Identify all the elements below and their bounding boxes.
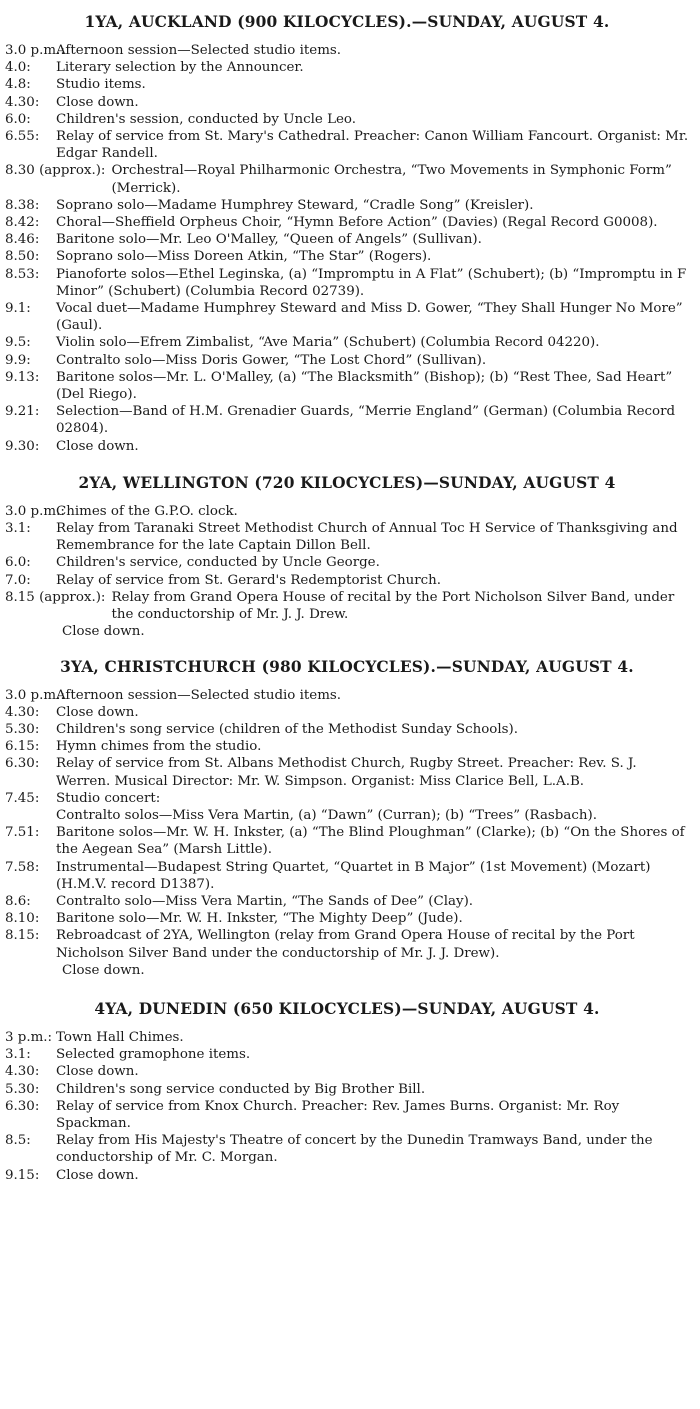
entry-time: 9.21: <box>5 404 40 420</box>
entry-text: Relay of service from St. Gerard's Redemptorist Church. <box>56 572 442 588</box>
programme-list <box>4 1029 690 1184</box>
station-2ya-section <box>4 473 690 641</box>
programme-entry <box>4 589 690 623</box>
entry-time: 6.0: <box>5 111 31 127</box>
programme-entry <box>4 197 690 214</box>
entry-text: Instrumental—Budapest String Quartet, “Quartet in B Major” (1st Movement) (Mozart) (H.M.V. record D1387). <box>56 859 651 892</box>
close-down-line: Close down. <box>62 962 145 978</box>
entry-time: 4.30: <box>5 704 40 720</box>
station-4ya-section <box>4 999 690 1184</box>
entry-time: 3.0 p.m.: <box>5 43 65 58</box>
programme-entry <box>4 334 690 351</box>
programme-entry <box>4 1132 690 1166</box>
programme-entry <box>4 738 690 755</box>
entry-text: Relay of service from St. Mary's Cathedral. Preacher: Canon William Fancourt. Organist: Mr. Edgar Randell. <box>56 129 689 162</box>
programme-entry <box>4 927 690 961</box>
section-title: 3YA, CHRISTCHURCH (980 KILOCYCLES).—SUNDAY, AUGUST 4. <box>60 657 634 676</box>
entry-time: 8.10: <box>5 911 40 927</box>
entry-time: 6.30: <box>5 1098 40 1114</box>
programme-entry <box>4 704 690 721</box>
entry-text: Contralto solo—Miss Vera Martin, “The Sands of Dee” (Clay). <box>56 893 474 909</box>
entry-text: Afternoon session—Selected studio items. <box>56 43 342 58</box>
entry-text: Relay of service from Knox Church. Preacher: Rev. James Burns. Organist: Mr. Roy Spackman. <box>56 1098 620 1131</box>
entry-time: 8.38: <box>5 197 40 213</box>
programme-entry <box>4 369 690 403</box>
entry-time: 4.30: <box>5 1064 40 1080</box>
programme-entry <box>4 76 690 93</box>
entry-text: Soprano solo—Miss Doreen Atkin, “The Star” (Rogers). <box>56 249 432 265</box>
section-title: 2YA, WELLINGTON (720 KILOCYCLES)—SUNDAY, AUGUST 4 <box>78 473 616 492</box>
entry-text: Close down. <box>56 94 139 110</box>
programme-entry <box>4 755 690 789</box>
entry-text: Orchestral—Royal Philharmonic Orchestra, “Two Movements in Symphonic Form” (Merrick). <box>111 163 672 196</box>
entry-text: Children's session, conducted by Uncle Leo. <box>56 111 356 127</box>
entry-text: Relay from Taranaki Street Methodist Church of Annual Toc H Service of Thanksgiving and Remembrance for the late Captain Dillon Bell. <box>56 521 678 554</box>
programme-entry <box>4 1063 690 1080</box>
close-down-line: Close down. <box>62 624 145 640</box>
programme-entry <box>4 403 690 437</box>
entry-text: Relay of service from St. Albans Methodist Church, Rugby Street. Preacher: Rev. S. J. Werren. Musical Director: Mr. W. Simpson. Organist: Miss Clarice Bell, L.A.B. <box>56 756 637 789</box>
entry-text: Violin solo—Efrem Zimbalist, “Ave Maria” (Schubert) (Columbia Record 04220). <box>56 335 600 351</box>
entry-time: 8.53: <box>5 266 40 282</box>
entry-text: Contralto solos—Miss Vera Martin, (a) “Dawn” (Curran); (b) “Trees” (Rasbach). <box>56 807 597 823</box>
entry-time: 7.58: <box>5 859 40 875</box>
entry-time: 5.30: <box>5 1081 40 1097</box>
entry-text: Vocal duet—Madame Humphrey Steward and Miss D. Gower, “They Shall Hunger No More” (Gaul). <box>56 301 683 334</box>
entry-time <box>4 807 56 824</box>
entry-text: Pianoforte solos—Ethel Leginska, (a) “Impromptu in A Flat” (Schubert); (b) “Impromptu in F Minor” (Schubert) (Columbia Record 02739). <box>56 266 687 299</box>
entry-time: 9.1: <box>5 301 31 317</box>
entry-text: Studio items. <box>56 77 146 93</box>
entry-time: 3 p.m.: <box>5 1029 53 1045</box>
entry-text: Hymn chimes from the studio. <box>56 739 262 755</box>
entry-text: Chimes of the G.P.O. clock. <box>56 503 238 519</box>
entry-text: Close down. <box>56 704 139 720</box>
entry-time: 6.30: <box>5 756 40 772</box>
programme-entry <box>4 300 690 334</box>
section-title: 1YA, AUCKLAND (900 KILOCYCLES).—SUNDAY, AUGUST 4. <box>84 13 610 31</box>
programme-entry <box>4 687 690 704</box>
entry-time: 7.51: <box>5 825 40 841</box>
entry-text: Children's song service conducted by Big Brother Bill. <box>56 1081 426 1097</box>
programme-entry <box>4 438 690 455</box>
entry-text: Close down. <box>56 1064 139 1080</box>
entry-text: Children's service, conducted by Uncle George. <box>56 555 380 571</box>
entry-time: 8.6: <box>5 893 31 909</box>
entry-time: 8.15 (approx.): <box>5 589 106 605</box>
entry-time: 6.55: <box>5 129 40 145</box>
entry-text: Baritone solo—Mr. W. H. Inkster, “The Mighty Deep” (Jude). <box>56 911 463 927</box>
entry-text: Contralto solo—Miss Doris Gower, “The Lost Chord” (Sullivan). <box>56 352 487 368</box>
entry-text: Close down. <box>56 438 139 454</box>
entry-text: Studio concert: <box>56 790 161 806</box>
entry-time: 9.15: <box>5 1167 40 1183</box>
entry-text: Soprano solo—Madame Humphrey Steward, “Cradle Song” (Kreisler). <box>56 197 534 213</box>
entry-text: Baritone solos—Mr. W. H. Inkster, (a) “The Blind Ploughman” (Clarke); (b) “On the Shores of the Aegean Sea” (Marsh Little). <box>56 825 685 858</box>
programme-entry <box>4 790 690 807</box>
entry-text: Choral—Sheffield Orpheus Choir, “Hymn Before Action” (Davies) (Regal Record G0008). <box>56 215 658 231</box>
station-1ya-section <box>4 12 690 455</box>
programme-entry <box>4 807 690 824</box>
programme-entry <box>4 94 690 111</box>
programme-entry <box>4 824 690 858</box>
programme-entry <box>4 572 690 589</box>
programme-entry <box>4 893 690 910</box>
programme-entry <box>4 266 690 300</box>
programme-list <box>4 42 690 455</box>
programme-list <box>4 503 690 623</box>
entry-time: 9.5: <box>5 335 31 351</box>
entry-text: Literary selection by the Announcer. <box>56 60 304 76</box>
programme-entry <box>4 111 690 128</box>
entry-time: 6.0: <box>5 555 31 571</box>
programme-entry <box>4 248 690 265</box>
programme-entry <box>4 1046 690 1063</box>
entry-time: 3.1: <box>5 521 31 537</box>
programme-entry <box>4 503 690 520</box>
entry-text: Afternoon session—Selected studio items. <box>56 687 342 703</box>
entry-time: 9.30: <box>5 438 40 454</box>
entry-time: 3.0 p.m.: <box>5 503 65 519</box>
entry-text: Relay from His Majesty's Theatre of concert by the Dunedin Tramways Band, under the conductorship of Mr. C. Morgan. <box>56 1133 653 1166</box>
entry-time: 7.45: <box>5 790 40 806</box>
entry-text: Relay from Grand Opera House of recital by the Port Nicholson Silver Band, under the conductorship of Mr. J. J. Drew. <box>111 589 675 623</box>
entry-time: 8.15: <box>5 928 40 944</box>
programme-entry <box>4 520 690 554</box>
section-title: 4YA, DUNEDIN (650 KILOCYCLES)—SUNDAY, AUGUST 4. <box>94 999 600 1018</box>
entry-time: 6.15: <box>5 739 40 755</box>
entry-text: Close down. <box>56 1167 139 1183</box>
entry-time: 8.46: <box>5 232 40 248</box>
entry-text: Town Hall Chimes. <box>56 1029 184 1045</box>
programme-entry <box>4 1167 690 1184</box>
entry-time: 3.1: <box>5 1047 31 1063</box>
entry-time: 4.0: <box>5 60 31 76</box>
entry-time: 8.30 (approx.): <box>5 163 106 179</box>
entry-text: Selection—Band of H.M. Grenadier Guards, “Merrie England” (German) (Columbia Record 02804). <box>56 404 676 437</box>
programme-entry <box>4 42 690 59</box>
entry-time: 8.5: <box>5 1133 31 1149</box>
programme-entry <box>4 128 690 162</box>
station-3ya-section <box>4 657 690 979</box>
entry-time: 5.30: <box>5 721 40 737</box>
entry-text: Baritone solos—Mr. L. O'Malley, (a) “The Blacksmith” (Bishop); (b) “Rest Thee, Sad Heart” (Del Riego). <box>56 369 673 403</box>
entry-time: 4.30: <box>5 94 40 110</box>
entry-time: 8.50: <box>5 249 40 265</box>
entry-time: 7.0: <box>5 572 31 588</box>
programme-entry <box>4 1029 690 1046</box>
programme-entry <box>4 910 690 927</box>
entry-text: Rebroadcast of 2YA, Wellington (relay from Grand Opera House of recital by the Port Nicholson Silver Band under the conductorship of Mr. J. J. Drew). <box>56 928 635 961</box>
programme-list <box>4 687 690 962</box>
programme-entry <box>4 231 690 248</box>
entry-time: 9.13: <box>5 369 40 385</box>
entry-time: 8.42: <box>5 215 40 231</box>
programme-entry <box>4 214 690 231</box>
entry-time: 3.0 p.m.: <box>5 687 65 703</box>
programme-entry <box>4 1098 690 1132</box>
programme-entry <box>4 59 690 76</box>
programme-entry <box>4 721 690 738</box>
entry-text: Children's song service (children of the Methodist Sunday Schools). <box>56 721 518 737</box>
programme-entry <box>4 554 690 571</box>
entry-text: Baritone solo—Mr. Leo O'Malley, “Queen of Angels” (Sullivan). <box>56 232 482 248</box>
programme-entry <box>4 352 690 369</box>
programme-entry <box>4 162 690 196</box>
entry-time: 9.9: <box>5 352 31 368</box>
programme-entry <box>4 859 690 893</box>
entry-text: Selected gramophone items. <box>56 1047 251 1063</box>
programme-entry <box>4 1081 690 1098</box>
entry-time: 4.8: <box>5 77 31 93</box>
